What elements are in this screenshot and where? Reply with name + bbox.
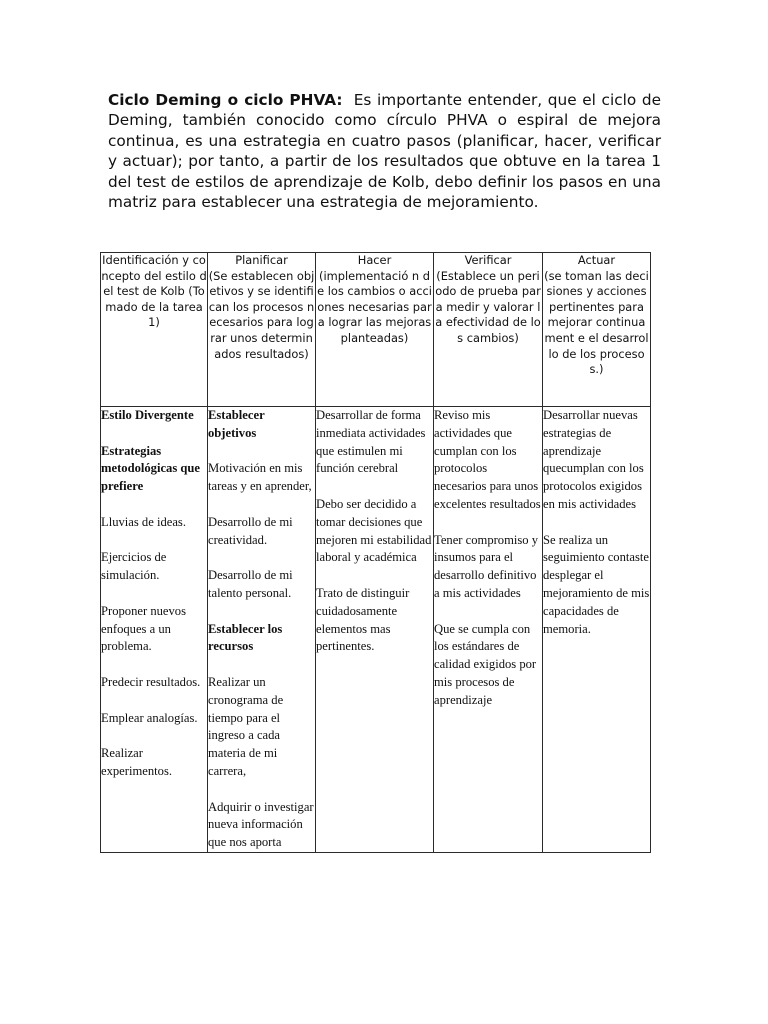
header-planificar-desc: (Se establecen objetivos y se identifican los procesos necesarios para lograr unos determinados resultados): [208, 268, 315, 361]
header-planificar: [208, 253, 316, 407]
header-actuar: [543, 253, 651, 407]
actuar-item: Desarrollar nuevas estrategias de aprendizaje quecumplan con los protocolos exigidos en mis actividades: [543, 408, 644, 511]
planificar-item: Realizar un cronograma de tiempo para el ingreso a cada materia de mi carrera,: [208, 674, 284, 778]
kolb-strategies-heading: Estrategias metodológicas que prefiere: [101, 443, 200, 494]
content-row: [101, 407, 651, 853]
header-hacer-desc: (implementació n de los cambios o acciones necesarias para lograr las mejoras planteadas): [317, 268, 432, 345]
header-actuar-desc: (se toman las decisiones y acciones pertinentes para mejorar continuament e el desarrollo de los procesos.): [544, 268, 649, 377]
cell-hacer: [316, 407, 434, 853]
kolb-strategy-item: Predecir resultados.: [101, 674, 201, 689]
intro-text: Es importante entender, que el ciclo de Deming, también conocido como círculo PHVA o espiral de mejora continua, es una estrategia en cuatro pasos (planificar, hacer, verificar y actuar); por tanto, a partir de los resultados que obtuve en la tarea 1 del test de estilos de aprendizaje de Kolb, debo definir los pasos en una matriz para establecer una estrategia de mejoramiento.: [108, 91, 661, 212]
cell-kolb-style: [101, 407, 208, 853]
hacer-item: Desarrollar de forma inmediata actividades que estimulen mi función cerebral: [316, 408, 426, 476]
header-kolb: [101, 253, 208, 407]
cell-actuar: [543, 407, 651, 853]
planificar-heading-objetivos: Establecer objetivos: [208, 408, 265, 440]
intro-lead: Ciclo Deming o ciclo PHVA:: [108, 91, 343, 109]
planificar-item: Desarrollo de mi talento personal.: [208, 568, 293, 600]
verificar-item: Tener compromiso y insumos para el desarrollo definitivo a mis actividades: [434, 532, 539, 600]
verificar-item: Reviso mis actividades que cumplan con los protocolos necesarios para unos excelentes resultados: [434, 408, 541, 511]
planificar-item: Motivación en mis tareas y en aprender,: [208, 461, 312, 494]
planificar-heading-recursos: Establecer los recursos: [208, 621, 283, 654]
kolb-strategy-item: Lluvias de ideas.: [101, 514, 186, 529]
phva-matrix-table: [100, 252, 651, 853]
kolb-strategy-item: Ejercicios de simulación.: [101, 550, 167, 583]
header-actuar-title: Actuar: [577, 253, 616, 267]
cell-verificar: [434, 407, 543, 853]
intro-paragraph: [108, 90, 661, 212]
header-planificar-title: Planificar: [235, 253, 288, 267]
header-verificar-desc: (Establece un periodo de prueba para medir y valorar la efectividad de los cambios): [435, 268, 541, 345]
header-row: [101, 253, 651, 407]
header-verificar: [434, 253, 543, 407]
header-hacer-title: Hacer: [357, 253, 392, 267]
header-kolb-title: Identificación y concepto del estilo del test de Kolb (Tomado de la tarea 1): [101, 253, 207, 330]
planificar-item: Desarrollo de mi creatividad.: [208, 514, 293, 547]
cell-planificar: [208, 407, 316, 853]
planificar-item: Adquirir o investigar nueva información que nos aporta: [208, 799, 314, 850]
hacer-item: Trato de distinguir cuidadosamente elementos mas pertinentes.: [316, 585, 410, 654]
kolb-strategy-item: Emplear analogías.: [101, 710, 198, 725]
actuar-item: Se realiza un seguimiento contaste desplegar el mejoramiento de mis capacidades de memoria.: [543, 532, 650, 636]
hacer-item: Debo ser decidido a tomar decisiones que mejoren mi estabilidad laboral y académica: [316, 496, 432, 565]
kolb-style-name: Estilo Divergente: [101, 408, 194, 422]
header-verificar-title: Verificar: [464, 253, 512, 267]
verificar-item: Que se cumpla con los estándares de calidad exigidos por mis procesos de aprendizaje: [434, 621, 537, 707]
header-hacer: [316, 253, 434, 407]
kolb-strategy-item: Realizar experimentos.: [101, 746, 172, 778]
kolb-strategy-item: Proponer nuevos enfoques a un problema.: [101, 603, 186, 654]
